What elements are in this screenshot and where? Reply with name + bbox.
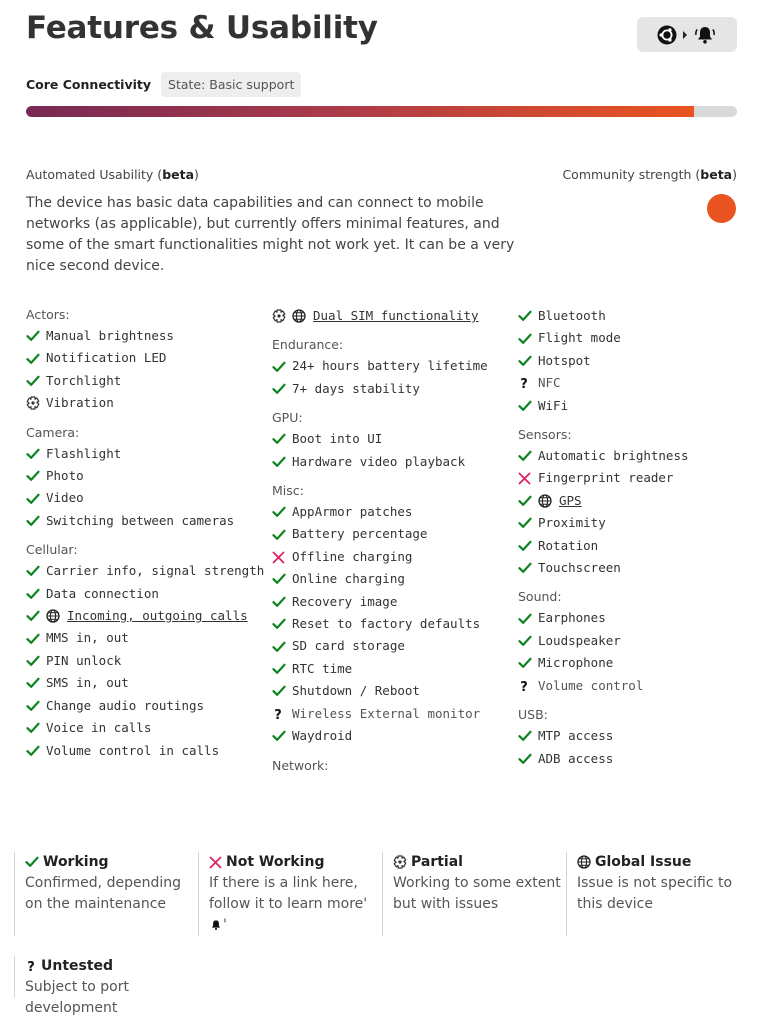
- feature-manual-brightness: [26, 325, 266, 347]
- check-icon: [26, 627, 46, 649]
- check-icon: [518, 748, 538, 770]
- feature-label: Photo: [46, 468, 84, 484]
- feature-label: Fingerprint reader: [538, 470, 674, 486]
- feature-label: Microphone: [538, 655, 614, 671]
- feature-group-actors: [26, 305, 266, 415]
- check-icon: [272, 378, 292, 400]
- automated-usability-label: Automated Usability (beta): [26, 167, 199, 182]
- check-icon: [518, 395, 538, 417]
- cross-icon: [272, 546, 292, 568]
- feature-notification-led: [26, 347, 266, 369]
- partial-icon: [393, 855, 407, 869]
- check-icon: [26, 560, 46, 582]
- feature-wifi: [518, 395, 758, 417]
- check-icon: [272, 725, 292, 747]
- category-label: Network:: [272, 757, 329, 773]
- legend-global-issue: Global Issue Issue is not specific to this device: [566, 852, 750, 936]
- check-icon: [25, 856, 39, 868]
- feature-label: 24+ hours battery lifetime: [292, 358, 488, 374]
- check-icon: [272, 635, 292, 657]
- support-progress-bar: [26, 106, 737, 117]
- globe-icon: [577, 855, 591, 869]
- check-icon: [26, 510, 46, 532]
- feature-vibration: [26, 392, 266, 414]
- feature-label: Touchscreen: [538, 560, 621, 576]
- feature-automatic-brightness: [518, 445, 758, 467]
- feature-label: SMS in, out: [46, 675, 129, 691]
- feature-group: [518, 305, 758, 417]
- check-icon: [26, 695, 46, 717]
- feature-label: Video: [46, 490, 84, 506]
- svg-text:?: ?: [27, 960, 35, 973]
- feature-label: Flashlight: [46, 445, 122, 461]
- feature-label: Wireless External monitor: [292, 705, 481, 721]
- check-icon: [518, 607, 538, 629]
- feature-proximity: [518, 512, 758, 534]
- feature-bluetooth: [518, 305, 758, 327]
- notify-button[interactable]: [637, 17, 737, 52]
- feature-flight-mode: [518, 327, 758, 349]
- feature-label: Change audio routings: [46, 697, 205, 713]
- check-icon: [518, 725, 538, 747]
- check-icon: [518, 630, 538, 652]
- community-strength-label: Community strength (beta): [562, 167, 737, 182]
- feature-pin-unlock: [26, 650, 266, 672]
- feature-link[interactable]: Dual SIM functionality: [313, 308, 479, 323]
- check-icon: [518, 557, 538, 579]
- category-label: Sensors:: [518, 427, 572, 443]
- feature-label: NFC: [538, 375, 561, 391]
- feature-boot-into-ui: [272, 428, 512, 450]
- feature-group-endurance: [272, 335, 512, 400]
- community-strength-indicator: [707, 194, 736, 223]
- feature-label: Volume control: [538, 677, 644, 693]
- feature-label: Battery percentage: [292, 526, 428, 542]
- check-icon: [272, 613, 292, 635]
- feature-label: PIN unlock: [46, 652, 122, 668]
- check-icon: [272, 451, 292, 473]
- feature-label: Data connection: [46, 585, 159, 601]
- feature-shutdown-reboot: [272, 680, 512, 702]
- feature-gps[interactable]: [518, 490, 758, 512]
- globe-icon: [46, 605, 67, 627]
- state-row: [26, 72, 301, 97]
- feature-volume-control: [518, 675, 758, 697]
- feature-mtp-access: [518, 725, 758, 747]
- feature-mms-in-out: [26, 627, 266, 649]
- feature-group: [272, 305, 512, 327]
- feature-label: WiFi: [538, 397, 569, 413]
- feature-label: Rotation: [538, 537, 599, 553]
- globe-icon: [292, 305, 313, 327]
- check-icon: [272, 591, 292, 613]
- question-icon: [518, 675, 538, 697]
- check-icon: [518, 305, 538, 327]
- features-column-1: [26, 305, 266, 762]
- feature-group-misc: [272, 481, 512, 747]
- question-icon: [518, 372, 538, 394]
- feature-group-sound: [518, 587, 758, 697]
- check-icon: [26, 605, 46, 627]
- feature-earphones: [518, 607, 758, 629]
- feature-label: Volume control in calls: [46, 742, 220, 758]
- check-icon: [26, 325, 46, 347]
- check-icon: [26, 650, 46, 672]
- feature-label: Vibration: [46, 395, 114, 411]
- feature-label: RTC time: [292, 660, 353, 676]
- category-label: Misc:: [272, 483, 304, 499]
- feature-online-charging: [272, 568, 512, 590]
- feature-incoming-outgoing-calls[interactable]: [26, 605, 266, 627]
- support-progress-fill: [26, 106, 694, 117]
- state-badge: State: Basic support: [161, 72, 301, 97]
- beta-tag: beta: [162, 167, 195, 182]
- feature-rtc-time: [272, 658, 512, 680]
- check-icon: [26, 370, 46, 392]
- caret-right-icon: [682, 31, 688, 39]
- feature-wireless-external-monitor: [272, 703, 512, 725]
- beta-tag: beta: [700, 167, 733, 182]
- check-icon: [26, 487, 46, 509]
- check-icon: [272, 568, 292, 590]
- check-icon: [518, 535, 538, 557]
- question-icon: [25, 959, 37, 973]
- feature-adb-access: [518, 748, 758, 770]
- check-icon: [518, 445, 538, 467]
- feature-label: Manual brightness: [46, 328, 174, 343]
- feature-label: Notification LED: [46, 350, 167, 366]
- feature-switching-between-cameras: [26, 510, 266, 532]
- ubuntu-logo-icon: [657, 25, 677, 45]
- feature-sms-in-out: [26, 672, 266, 694]
- feature-hotspot: [518, 350, 758, 372]
- category-label: Endurance:: [272, 337, 344, 353]
- category-label: Camera:: [26, 424, 80, 440]
- legend-working: Working Confirmed, depending on the maintenance: [14, 852, 198, 936]
- question-icon: [272, 703, 292, 725]
- legend-not-working: Not Working If there is a link here, follow it to learn more' ': [198, 852, 382, 936]
- feature-label: Recovery image: [292, 593, 398, 609]
- feature-video: [26, 487, 266, 509]
- category-label: USB:: [518, 707, 548, 723]
- feature-apparmor-patches: [272, 501, 512, 523]
- check-icon: [26, 443, 46, 465]
- svg-text:?: ?: [520, 377, 528, 391]
- feature-link[interactable]: Incoming, outgoing calls: [67, 608, 248, 624]
- check-icon: [518, 327, 538, 349]
- check-icon: [272, 355, 292, 377]
- feature-label: Hotspot: [538, 352, 591, 368]
- feature-volume-control-in-calls: [26, 740, 266, 762]
- cross-icon: [518, 467, 538, 489]
- feature-waydroid: [272, 725, 512, 747]
- feature-touchscreen: [518, 557, 758, 579]
- feature-change-audio-routings: [26, 695, 266, 717]
- check-icon: [518, 490, 538, 512]
- feature-rotation: [518, 535, 758, 557]
- feature-label: Switching between cameras: [46, 512, 235, 528]
- feature-torchlight: [26, 370, 266, 392]
- feature-label: Voice in calls: [46, 720, 152, 736]
- feature-label: Boot into UI: [292, 431, 383, 447]
- feature-label: AppArmor patches: [292, 504, 413, 520]
- feature-offline-charging: [272, 546, 512, 568]
- check-icon: [518, 350, 538, 372]
- check-icon: [26, 465, 46, 487]
- feature-label: Online charging: [292, 571, 405, 587]
- category-label: Actors:: [26, 307, 70, 322]
- feature-loudspeaker: [518, 630, 758, 652]
- feature-label: Hardware video playback: [292, 453, 466, 469]
- feature-label: Waydroid: [292, 728, 353, 744]
- bell-ring-icon: [693, 25, 717, 45]
- page-title: Features & Usability: [26, 10, 378, 46]
- svg-text:?: ?: [520, 679, 528, 693]
- feature-nfc: [518, 372, 758, 394]
- check-icon: [272, 523, 292, 545]
- feature-voice-in-calls: [26, 717, 266, 739]
- partial-icon: [26, 392, 46, 414]
- feature-recovery-image: [272, 591, 512, 613]
- feature-battery-percentage: [272, 523, 512, 545]
- check-icon: [26, 717, 46, 739]
- category-label: GPU:: [272, 410, 303, 426]
- svg-text:?: ?: [274, 707, 282, 721]
- check-icon: [518, 512, 538, 534]
- feature-sd-card-storage: [272, 635, 512, 657]
- feature-label: SD card storage: [292, 638, 405, 654]
- feature-label: Carrier info, signal strength: [46, 563, 265, 579]
- category-label: Cellular:: [26, 542, 78, 558]
- feature-label: Earphones: [538, 610, 606, 626]
- feature-label: Loudspeaker: [538, 632, 621, 648]
- feature-group-usb: [518, 705, 758, 770]
- feature-label: Reset to factory defaults: [292, 616, 481, 632]
- feature-data-connection: [26, 583, 266, 605]
- feature-photo: [26, 465, 266, 487]
- feature-link[interactable]: GPS: [559, 492, 582, 508]
- feature-24-hours-battery-lifetime: [272, 355, 512, 377]
- check-icon: [26, 740, 46, 762]
- check-icon: [272, 428, 292, 450]
- feature-group-sensors: [518, 425, 758, 579]
- category-label: Sound:: [518, 589, 562, 605]
- feature-microphone: [518, 652, 758, 674]
- feature-label: Bluetooth: [538, 308, 606, 323]
- feature-group-network: [272, 756, 512, 776]
- feature-label: Offline charging: [292, 548, 413, 564]
- check-icon: [272, 501, 292, 523]
- feature-label: Proximity: [538, 515, 606, 531]
- partial-icon: [272, 305, 292, 327]
- cross-icon: [209, 856, 222, 869]
- legend-untested: ? Untested Subject to port development: [14, 956, 198, 998]
- check-icon: [272, 680, 292, 702]
- check-icon: [26, 347, 46, 369]
- feature-label: ADB access: [538, 750, 614, 766]
- check-icon: [26, 583, 46, 605]
- feature-group-gpu: [272, 408, 512, 473]
- legend-partial: Partial Working to some extent but with issues: [382, 852, 566, 936]
- feature-label: Torchlight: [46, 372, 122, 388]
- feature-reset-to-factory-defaults: [272, 613, 512, 635]
- bell-icon: [209, 918, 223, 932]
- feature-label: 7+ days stability: [292, 380, 420, 396]
- state-label: Core Connectivity: [26, 77, 152, 92]
- feature-flashlight: [26, 443, 266, 465]
- feature-label: Automatic brightness: [538, 448, 689, 464]
- feature-label: Shutdown / Reboot: [292, 683, 420, 699]
- feature-dual-sim-functionality[interactable]: [272, 305, 512, 327]
- features-column-3: [518, 305, 758, 770]
- feature-carrier-info-signal-strength: [26, 560, 266, 582]
- feature-label: MTP access: [538, 728, 614, 744]
- feature-label: Flight mode: [538, 330, 621, 346]
- check-icon: [272, 658, 292, 680]
- check-icon: [518, 652, 538, 674]
- check-icon: [26, 672, 46, 694]
- feature-7-days-stability: [272, 378, 512, 400]
- feature-fingerprint-reader: [518, 467, 758, 489]
- usability-description: The device has basic data capabilities and can connect to mobile networks (as applicable), but currently offers minimal features, and some of the smart functionalities might not work yet. It can be a very nice second device.: [26, 195, 515, 274]
- feature-group-cellular: [26, 540, 266, 762]
- globe-icon: [538, 490, 559, 512]
- feature-label: MMS in, out: [46, 630, 129, 646]
- feature-hardware-video-playback: [272, 451, 512, 473]
- features-column-2: [272, 305, 512, 776]
- feature-group-camera: [26, 423, 266, 533]
